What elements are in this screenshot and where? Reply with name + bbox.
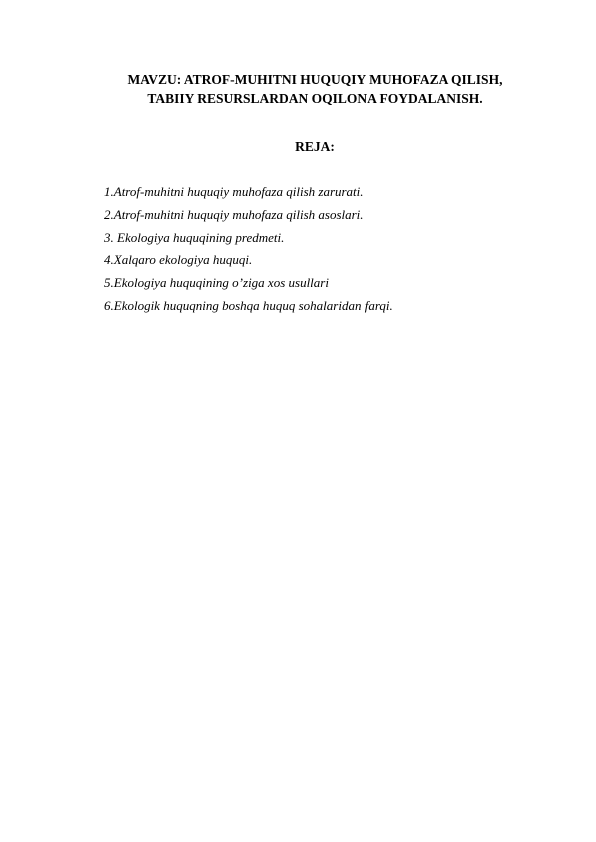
document-title bbox=[100, 70, 530, 108]
plan-item-5: 5.Ekologiya huquqining o’ziga xos usullari bbox=[104, 275, 329, 291]
plan-item-3: 3. Ekologiya huquqining predmeti. bbox=[104, 229, 285, 245]
plan-item-2: 2.Atrof-muhitni huquqiy muhofaza qilish asoslari. bbox=[104, 206, 364, 222]
plan-heading: REJA: bbox=[295, 139, 335, 154]
title-line-1: MAVZU: ATROF-MUHITNI HUQUQIY MUHOFAZA QILISH, bbox=[127, 72, 503, 87]
plan-list bbox=[104, 181, 393, 318]
plan-item-1: 1.Atrof-muhitni huquqiy muhofaza qilish zarurati. bbox=[104, 184, 364, 199]
plan-item-6: 6.Ekologik huquqning boshqa huquq sohalaridan farqi. bbox=[104, 297, 393, 313]
title-line-2: TABIIY RESURSLARDAN OQILONA FOYDALANISH. bbox=[147, 91, 483, 106]
plan-item-4: 4.Xalqaro ekologiya huquqi. bbox=[104, 252, 253, 268]
